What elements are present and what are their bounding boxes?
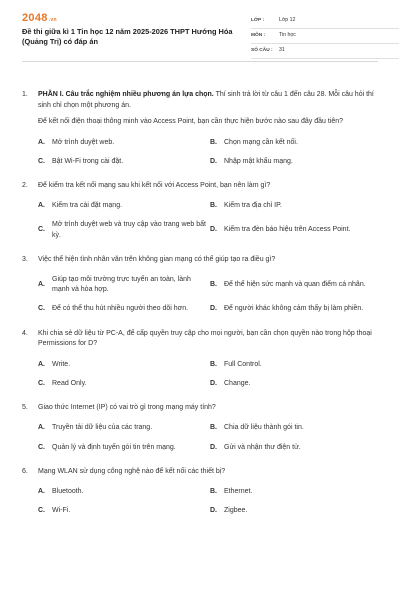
question-text: Mạng WLAN sử dụng công nghệ nào để kết nối các thiết bị? xyxy=(38,467,226,475)
meta-value: Lớp 12 xyxy=(279,17,296,24)
question-number: 1. xyxy=(22,91,28,98)
option-text: Giúp tạo môi trường trực tuyến an toàn, lành mạnh và hòa hợp. xyxy=(52,276,191,294)
answer-options xyxy=(38,275,378,314)
option-text: Zigbee. xyxy=(224,507,248,515)
option-letter: D. xyxy=(210,305,217,313)
option-letter: D. xyxy=(210,226,217,234)
option-text: Mở trình duyệt web. xyxy=(52,138,115,146)
option-letter: C. xyxy=(38,305,45,313)
option-letter: B. xyxy=(210,138,217,146)
option-a[interactable] xyxy=(38,138,210,148)
option-letter: D. xyxy=(210,379,217,387)
option-d[interactable] xyxy=(210,379,382,389)
question-text: Việc thể hiện tình nhân văn trên không gian mạng có thể giúp tạo ra điều gì? xyxy=(38,255,276,263)
option-text: Để người khác không cảm thấy bị làm phiền. xyxy=(224,305,364,313)
option-letter: A. xyxy=(38,138,45,146)
option-b[interactable] xyxy=(210,138,382,148)
question-1 xyxy=(22,90,378,167)
option-letter: A. xyxy=(38,202,45,210)
option-letter: D. xyxy=(210,157,217,165)
option-letter: C. xyxy=(38,507,45,515)
meta-key: MÔN : xyxy=(251,32,266,38)
option-a[interactable] xyxy=(38,275,210,295)
logo-suffix: .vn xyxy=(48,17,57,23)
question-2 xyxy=(22,181,378,241)
option-text: Bluetooth. xyxy=(52,488,84,496)
option-b[interactable] xyxy=(210,275,382,295)
question-3 xyxy=(22,255,378,315)
option-text: Full Control. xyxy=(224,360,262,368)
question-6 xyxy=(22,467,378,517)
meta-key: LỚP : xyxy=(251,17,265,23)
option-letter: A. xyxy=(38,360,45,368)
option-c[interactable] xyxy=(38,443,210,453)
option-a[interactable] xyxy=(38,360,210,370)
option-c[interactable] xyxy=(38,157,210,167)
answer-options xyxy=(38,487,378,516)
option-c[interactable] xyxy=(38,379,210,389)
question-number: 5. xyxy=(22,403,28,411)
option-letter: C. xyxy=(38,157,45,165)
meta-row-grade xyxy=(251,14,399,29)
option-text: Mở trình duyệt web và truy cập vào trang web bất kỳ. xyxy=(52,221,207,239)
option-letter: B. xyxy=(210,281,217,289)
option-a[interactable] xyxy=(38,201,210,211)
option-letter: B. xyxy=(210,202,217,210)
option-letter: B. xyxy=(210,488,217,496)
option-d[interactable] xyxy=(210,157,382,167)
option-text: Bật Wi-Fi trong cài đặt. xyxy=(52,157,124,165)
option-c[interactable] xyxy=(38,506,210,516)
option-letter: B. xyxy=(210,424,217,432)
option-text: Để thể hiện sức mạnh và quan điểm cá nhân. xyxy=(224,281,366,289)
option-text: Chọn mạng cần kết nối. xyxy=(224,138,298,146)
option-text: Write. xyxy=(52,360,71,368)
option-b[interactable] xyxy=(210,423,382,433)
option-a[interactable] xyxy=(38,487,210,497)
question-text: Giao thức Internet (IP) có vai trò gì trong mạng máy tính? xyxy=(38,403,216,411)
option-letter: D. xyxy=(210,507,217,515)
question-text: Để kiểm tra kết nối mạng sau khi kết nối với Access Point, bạn nên làm gì? xyxy=(38,181,271,189)
option-text: Ethernet. xyxy=(224,488,253,496)
option-d[interactable] xyxy=(210,443,382,453)
section-heading: PHẦN I. Câu trắc nghiệm nhiều phương án lựa chọn. xyxy=(38,91,214,98)
answer-options xyxy=(38,138,378,167)
question-5 xyxy=(22,403,378,453)
answer-options xyxy=(38,360,378,389)
meta-value: Tin học xyxy=(279,32,296,39)
option-text: Để có thể thu hút nhiều người theo dõi hơn. xyxy=(52,305,189,313)
meta-row-count xyxy=(251,44,399,59)
question-number: 4. xyxy=(22,329,28,337)
option-text: Change. xyxy=(224,379,251,387)
page-header xyxy=(22,0,378,62)
option-text: Gửi và nhận thư điện tử. xyxy=(224,443,301,451)
option-text: Truyền tải dữ liệu của các trang. xyxy=(52,424,153,432)
option-text: Quản lý và định tuyến gói tin trên mạng. xyxy=(52,443,176,451)
option-letter: C. xyxy=(38,443,45,451)
option-letter: C. xyxy=(38,226,45,234)
question-number: 6. xyxy=(22,467,28,475)
logo-text: 2048 xyxy=(22,12,48,24)
question-list xyxy=(22,62,378,516)
section-instructions-text: Thí sinh trả lời từ câu 1 đến câu 28. Mỗi câu hỏi thí sinh chỉ chọn một phương án. xyxy=(38,91,374,109)
option-letter: A. xyxy=(38,281,45,289)
option-text: Read Only. xyxy=(52,379,87,387)
option-d[interactable] xyxy=(210,304,382,314)
meta-key: SỐ CÂU : xyxy=(251,47,273,53)
option-c[interactable] xyxy=(38,304,210,314)
meta-value: 31 xyxy=(279,47,285,54)
answer-options xyxy=(38,423,378,452)
option-letter: A. xyxy=(38,488,45,496)
question-4 xyxy=(22,329,378,389)
option-text: Kiểm tra đèn báo hiệu trên Access Point. xyxy=(224,226,351,234)
option-b[interactable] xyxy=(210,487,382,497)
option-text: Wi-Fi. xyxy=(52,507,71,515)
option-letter: D. xyxy=(210,443,217,451)
option-text: Chia dữ liệu thành gói tin. xyxy=(224,424,304,432)
question-number: 3. xyxy=(22,255,28,263)
option-text: Kiểm tra cài đặt mạng. xyxy=(52,202,123,210)
option-b[interactable] xyxy=(210,201,382,211)
option-d[interactable] xyxy=(210,506,382,516)
question-number: 2. xyxy=(22,181,28,189)
exam-meta xyxy=(251,14,399,59)
option-c[interactable] xyxy=(38,220,210,240)
option-text: Kiểm tra địa chỉ IP. xyxy=(224,202,282,210)
option-d[interactable] xyxy=(210,220,382,240)
option-letter: B. xyxy=(210,360,217,368)
option-letter: C. xyxy=(38,379,45,387)
answer-options xyxy=(38,201,378,240)
question-text: Khi chia sẻ dữ liệu từ PC-A, để cấp quyền truy cập cho mọi người, bạn cần chọn quyền nào trong hộp thoại Permissions for D? xyxy=(38,329,372,348)
section-instructions xyxy=(38,90,378,111)
question-text: Để kết nối điện thoại thông minh vào Access Point, bạn cần thực hiện bước nào sau đây đầu tiên? xyxy=(38,118,344,125)
meta-row-subject xyxy=(251,29,399,44)
option-b[interactable] xyxy=(210,360,382,370)
site-logo[interactable] xyxy=(22,11,57,26)
option-text: Nhập mật khẩu mạng. xyxy=(224,157,293,165)
document-title: Đề thi giữa kì 1 Tin học 12 năm 2025-2026 THPT Hướng Hóa (Quảng Trị) có đáp án xyxy=(22,27,233,47)
option-a[interactable] xyxy=(38,423,210,433)
option-letter: A. xyxy=(38,424,45,432)
